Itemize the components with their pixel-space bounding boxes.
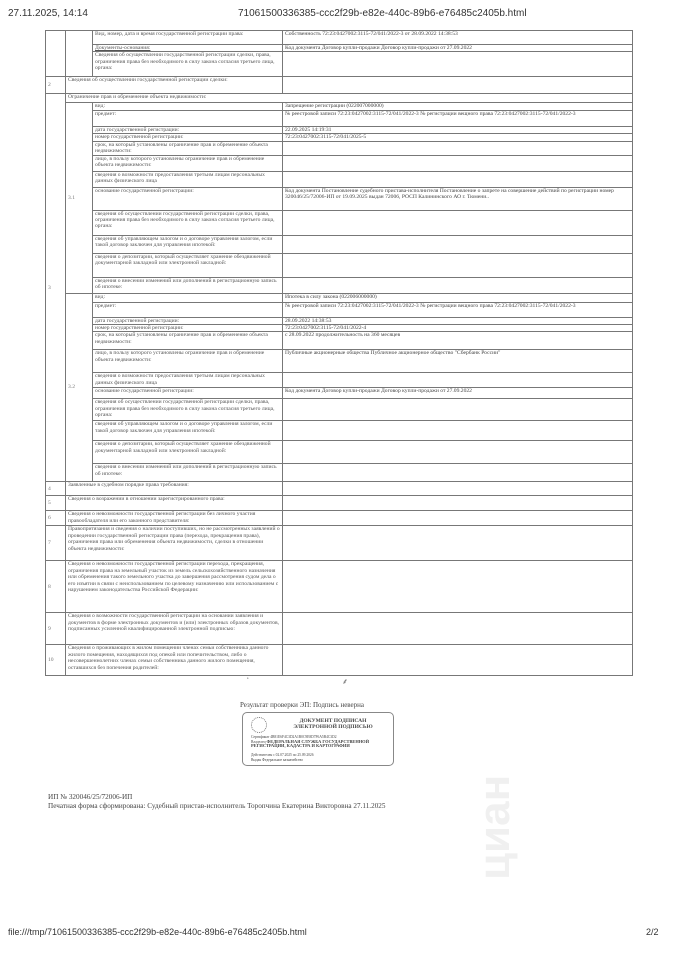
- section-label: Сведения о невозможности государственной регистрации перехода, прекращения, ограничения права на земельный участок из земель сельскохозяйственного назначения или обременения такого земельного участка до завершения рассмотрения судом дела о его изъятии в связи с неиспользованием по целевому назначению или использованием с нарушением законодательства Российской Федерации:: [66, 561, 283, 613]
- table-row: [46, 441, 633, 464]
- row-value: с 28.09.2022 продолжительность на 360 месяцев: [283, 332, 633, 350]
- section-value: [283, 613, 633, 645]
- row-value: 22.09.2025 14:19:31: [283, 126, 633, 133]
- section-number: 7: [46, 526, 66, 561]
- section-value: [283, 496, 633, 511]
- table-row: [46, 126, 633, 133]
- table-row: [46, 388, 633, 399]
- row-value: [283, 171, 633, 187]
- section-label: Сведения о проживающих в жилом помещении членах семьи собственника данного жилого помещения, находящихся под опекой или попечительством, либо о несовершеннолетних членах семьи собственника данного жилого помещения, оставшихся без попечения родителей:: [66, 645, 283, 676]
- table-row: [46, 235, 633, 253]
- section-label: Заявленные в судебном порядке права требования:: [66, 482, 283, 496]
- table-row: [46, 134, 633, 141]
- table-row: [46, 77, 633, 94]
- coat-of-arms-icon: [251, 717, 267, 733]
- row-value: Собственность 72:23:0427002:3115-72/041/2022-3 от 28.09.2022 14:38:53: [283, 31, 633, 45]
- table-row: [46, 94, 633, 103]
- table-row: [46, 325, 633, 332]
- section-number: 5: [46, 496, 66, 511]
- table-row: [46, 253, 633, 277]
- row-label: сведения о депозитарии, который осуществляет хранение обездвиженной документарной закладной или электронной закладной:: [93, 253, 283, 277]
- row-label: лицо, в пользу которого установлены ограничение прав и обременение объекта недвижимости:: [93, 350, 283, 373]
- stamp-title: ДОКУМЕНТ ПОДПИСАН ЭЛЕКТРОННОЙ ПОДПИСЬЮ: [293, 718, 373, 730]
- table-row: [46, 210, 633, 235]
- stamp-valid: Действителен с 02.07.2025 по 25.09.2026: [251, 753, 314, 757]
- row-value: [283, 421, 633, 441]
- page-number: 2/2: [646, 927, 659, 937]
- row-value: № реестровой записи 72:23:0427002:3115-72/041/2022-3 № регистрации вещного права 72:23:0427002:3115-72/041/2022-3: [283, 110, 633, 126]
- row-label: сведения о внесении изменений или дополнений в регистрационную запись об ипотеке:: [93, 464, 283, 482]
- row-value: [283, 235, 633, 253]
- row-value: [283, 464, 633, 482]
- row-value: № реестровой записи 72:23:0427002:3115-72/041/2022-3 № регистрации вещного права 72:23:0427002:3115-72/041/2022-3: [283, 302, 633, 317]
- row-value: [283, 277, 633, 293]
- row-label: номер государственной регистрации:: [93, 325, 283, 332]
- table-row: [46, 110, 633, 126]
- row-value: Ипотека в силу закона (022006000000): [283, 293, 633, 302]
- row-label: сведения о возможности предоставления третьим лицам персональных данных физического лица: [93, 373, 283, 388]
- table-row: [46, 31, 633, 45]
- row-label: основание государственной регистрации:: [93, 388, 283, 399]
- table-row: [46, 350, 633, 373]
- stamp-owner-line: [251, 740, 391, 749]
- section-value: [283, 511, 633, 526]
- table-row: [46, 52, 633, 77]
- row-label: предмет:: [93, 302, 283, 317]
- section-label: Сведения об осуществлении государственной регистрации сделки:: [66, 77, 283, 94]
- table-row: [46, 526, 633, 561]
- row-label: номер государственной регистрации:: [93, 134, 283, 141]
- section-label: Правопритязания и сведения о наличии поступивших, но не рассмотренных заявлений о проведении государственной регистрации права (перехода, прекращения права), ограничения права или обременения объекта недвижимости, сделки в отношении объекта недвижимости:: [66, 526, 283, 561]
- section-number: 2: [46, 77, 66, 94]
- row-label: сведения об управляющем залогом и о договоре управления залогом, если такой договор заключен для управления ипотекой:: [93, 421, 283, 441]
- row-value: Запрещение регистрации (022007000000): [283, 103, 633, 110]
- row-value: Код документа Постановление судебного пристава-исполнителя Постановление о запрете на совершение действий по регистрации номер 320046/25/72006-ИП от 19.09.2025 выдан 72006, РОСП Калининского АО г. Тюмени..: [283, 187, 633, 210]
- row-value: [283, 155, 633, 171]
- row-value: [283, 253, 633, 277]
- print-file-title: 71061500336385-ccc2f29b-e82e-440c-89b6-e76485c2405b.html: [238, 8, 527, 19]
- row-value: [283, 373, 633, 388]
- row-value: [283, 399, 633, 421]
- section-number: 10: [46, 645, 66, 676]
- section-value: [283, 645, 633, 676]
- subsection-number: 3.2: [66, 293, 93, 482]
- stamp-certificate: Сертификат 4B81E6F4C3D2A1B0C9E8D7F6A5B4C3D2: [251, 735, 337, 739]
- row-label: вид:: [93, 103, 283, 110]
- row-value: [283, 441, 633, 464]
- section-1-number-cell: [46, 31, 66, 77]
- table-row: [46, 561, 633, 613]
- section-label: Сведения о возражении в отношении зарегистрированного права:: [66, 496, 283, 511]
- row-label: срок, на который установлены ограничение прав и обременение объекта недвижимости:: [93, 141, 283, 155]
- table-row: [46, 482, 633, 496]
- row-label: основание государственной регистрации:: [93, 187, 283, 210]
- table-row: [46, 511, 633, 526]
- section-value: [283, 77, 633, 94]
- row-label: сведения о возможности предоставления третьим лицам персональных данных физического лица: [93, 171, 283, 187]
- row-label: Документы-основания:: [93, 45, 283, 52]
- table-row: [46, 645, 633, 676]
- section-label: Сведения о возможности государственной регистрации на основании заявления и документов в форме электронных документов и (или) электронных образов документов, подписанных усиленной квалифицированной электронной подписью:: [66, 613, 283, 645]
- scan-mark: ⸙: [342, 677, 348, 686]
- table-row: [46, 171, 633, 187]
- table-row: [46, 141, 633, 155]
- row-label: дата государственной регистрации:: [93, 126, 283, 133]
- row-value: Код документа Договор купли-продажи Договор купли-продажи от 27.09.2022: [283, 45, 633, 52]
- table-row: [46, 45, 633, 52]
- table-row: [46, 155, 633, 171]
- egrn-extract-table: [45, 30, 633, 676]
- electronic-signature-stamp: [242, 712, 394, 766]
- row-label: Вид, номер, дата и время государственной регистрации права:: [93, 31, 283, 45]
- section-label: Сведения о невозможности государственной регистрации без личного участия правообладателя или его законного представителя:: [66, 511, 283, 526]
- footer-info: [48, 793, 385, 811]
- row-label: лицо, в пользу которого установлены ограничение прав и обременение объекта недвижимости:: [93, 155, 283, 171]
- table-row: [46, 293, 633, 302]
- table-row: [46, 496, 633, 511]
- section-value: [283, 561, 633, 613]
- subsection-cell: [66, 31, 93, 77]
- signature-check-result: Результат проверки ЭП: Подпись неверна: [240, 701, 365, 709]
- stamp-owner: ФЕДЕРАЛЬНАЯ СЛУЖБА ГОСУДАРСТВЕННОЙ РЕГИСТРАЦИИ, КАДАСТРА И КАРТОГРАФИИ: [251, 739, 370, 749]
- print-datetime: 27.11.2025, 14:14: [8, 8, 88, 19]
- subsection-number: 3.1: [66, 103, 93, 293]
- row-label: вид:: [93, 293, 283, 302]
- table-row: [46, 277, 633, 293]
- table-row: [46, 302, 633, 317]
- stamp-issuer: Выдан Федеральное казначейство: [251, 758, 304, 762]
- table-row: [46, 103, 633, 110]
- row-value: [283, 141, 633, 155]
- section-number: 4: [46, 482, 66, 496]
- row-value: Публичные акционерные общества Публичное акционерное общество "Сбербанк России": [283, 350, 633, 373]
- scan-mark: ʻ: [247, 676, 249, 685]
- table-row: [46, 317, 633, 324]
- watermark: циан: [470, 774, 519, 880]
- printed-by: Печатная форма сформирована: Судебный пристав-исполнитель Торопчина Екатерина Викторовна 27.11.2025: [48, 802, 386, 810]
- table-row: [46, 613, 633, 645]
- row-label: Сведения об осуществлении государственной регистрации сделки, права, ограничения права без необходимого в силу закона согласия третьего лица, органа:: [93, 52, 283, 77]
- row-value: Код документа Договор купли-продажи Договор купли-продажи от 27.09.2022: [283, 388, 633, 399]
- row-value: [283, 210, 633, 235]
- section-number: 9: [46, 613, 66, 645]
- table-row: [46, 187, 633, 210]
- section-title: Ограничение прав и обременение объекта недвижимости:: [66, 94, 633, 103]
- table-row: [46, 464, 633, 482]
- row-value: [283, 52, 633, 77]
- table-row: [46, 332, 633, 350]
- section-number: 3: [46, 94, 66, 482]
- row-value: 28.09.2022 14:38:53: [283, 317, 633, 324]
- row-label: сведения об осуществлении государственной регистрации сделки, права, ограничения права без необходимого в силу закона согласия третьего лица, органа:: [93, 399, 283, 421]
- table-row: [46, 421, 633, 441]
- table-row: [46, 373, 633, 388]
- row-label: предмет:: [93, 110, 283, 126]
- section-value: [283, 482, 633, 496]
- row-label: сведения об управляющем залогом и о договоре управления залогом, если такой договор заключен для управления ипотекой:: [93, 235, 283, 253]
- row-value: 72:23:0427002:3115-72/041/2022-4: [283, 325, 633, 332]
- row-label: срок, на который установлены ограничение прав и обременение объекта недвижимости:: [93, 332, 283, 350]
- row-label: дата государственной регистрации:: [93, 317, 283, 324]
- print-file-path: file:///tmp/71061500336385-ccc2f29b-e82e-440c-89b6-e76485c2405b.html: [8, 927, 307, 937]
- table-row: [46, 399, 633, 421]
- section-value: [283, 526, 633, 561]
- ip-number: ИП № 320046/25/72006-ИП: [48, 793, 133, 801]
- row-label: сведения о внесении изменений или дополнений в регистрационную запись об ипотеке:: [93, 277, 283, 293]
- row-label: сведения об осуществлении государственной регистрации сделки, права, ограничения права без необходимого в силу закона согласия третьего лица, органа:: [93, 210, 283, 235]
- stamp-owner-label: Владелец: [251, 740, 266, 744]
- row-value: 72:23:0427002:3115-72/041/2025-5: [283, 134, 633, 141]
- section-number: 8: [46, 561, 66, 613]
- section-number: 6: [46, 511, 66, 526]
- row-label: сведения о депозитарии, который осуществляет хранение обездвиженной документарной закладной или электронной закладной:: [93, 441, 283, 464]
